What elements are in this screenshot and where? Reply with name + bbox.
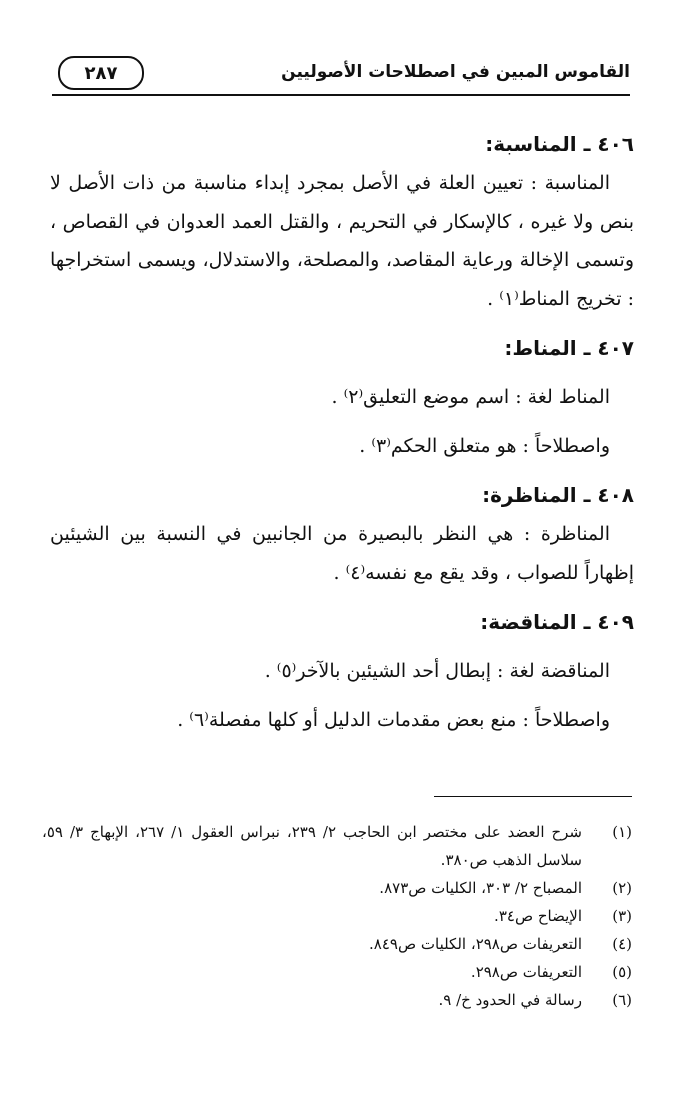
footnote-item — [42, 986, 632, 1014]
footnotes — [42, 818, 632, 1014]
entry-title-407: ٤٠٧ ـ المناط: — [504, 336, 634, 360]
footnote-number: (١) — [612, 823, 632, 841]
footnote-item — [42, 874, 632, 902]
footnote-item — [42, 930, 632, 958]
book-title: القاموس المبين في اصطلاحات الأصوليين — [281, 62, 630, 82]
footnote-number: (٤) — [612, 935, 632, 953]
entry-text-408: المناظرة : هي النظر بالبصيرة من الجانبين في النسبة بين الشيئين إظهاراً للصواب ، وقد يقع مع نفسه⁽٤⁾ . — [50, 523, 634, 584]
footnote-item — [42, 958, 632, 986]
page-number-badge — [58, 56, 144, 90]
footnote-text: رسالة في الحدود خ/ ٩. — [438, 991, 582, 1009]
entry-text-407-lugha: المناط لغة : اسم موضع التعليق⁽٢⁾ . — [331, 386, 610, 408]
footnote-number: (٢) — [612, 879, 632, 897]
footnote-text: الإيضاح ص٣٤. — [494, 907, 582, 925]
footnote-number: (٦) — [612, 991, 632, 1009]
entry-title-408: ٤٠٨ ـ المناظرة: — [482, 483, 634, 507]
footnote-text: التعريفات ص٢٩٨. — [470, 963, 582, 981]
footnote-item — [42, 818, 632, 874]
footnote-item — [42, 902, 632, 930]
footnote-number: (٣) — [612, 907, 632, 925]
entry-title-409: ٤٠٩ ـ المناقضة: — [480, 610, 634, 634]
footnote-text: التعريفات ص٢٩٨، الكليات ص٨٤٩. — [369, 935, 582, 953]
entry-text-409-istilah: واصطلاحاً : منع بعض مقدمات الدليل أو كلها مفصلة⁽٦⁾ . — [177, 708, 610, 731]
footnote-divider — [434, 796, 632, 797]
footnote-text: شرح العضد على مختصر ابن الحاجب ٢/ ٢٣٩، نبراس العقول ١/ ٢٦٧، الإبهاج ٣/ ٥٩، سلاسل الذهب ص٣٨٠. — [42, 823, 582, 869]
page-number: ٢٨٧ — [84, 62, 118, 84]
header-divider — [52, 94, 630, 96]
footnote-text: المصباح ٢/ ٣٠٣، الكليات ص٨٧٣. — [379, 879, 582, 897]
running-header — [52, 52, 630, 96]
entry-text-406: المناسبة : تعيين العلة في الأصل بمجرد إبداء مناسبة من ذات الأصل لا بنص ولا غيره ، كالإسكار في التحريم ، والقتل العمد العدوان في القصاص ، وتسمى الإخالة ورعاية المقاصد، والمصلحة، والاستدلال، ويسمى استخراجها : تخريج المناط⁽١⁾ . — [50, 172, 634, 310]
entry-text-409-lugha: المناقضة لغة : إبطال أحد الشيئين بالآخر⁽٥⁾ . — [264, 660, 610, 682]
entry-text-407-istilah: واصطلاحاً : هو متعلق الحكم⁽٣⁾ . — [359, 434, 610, 457]
footnote-number: (٥) — [612, 963, 632, 981]
entry-title-406: ٤٠٦ ـ المناسبة: — [485, 132, 634, 156]
main-text — [50, 124, 634, 739]
